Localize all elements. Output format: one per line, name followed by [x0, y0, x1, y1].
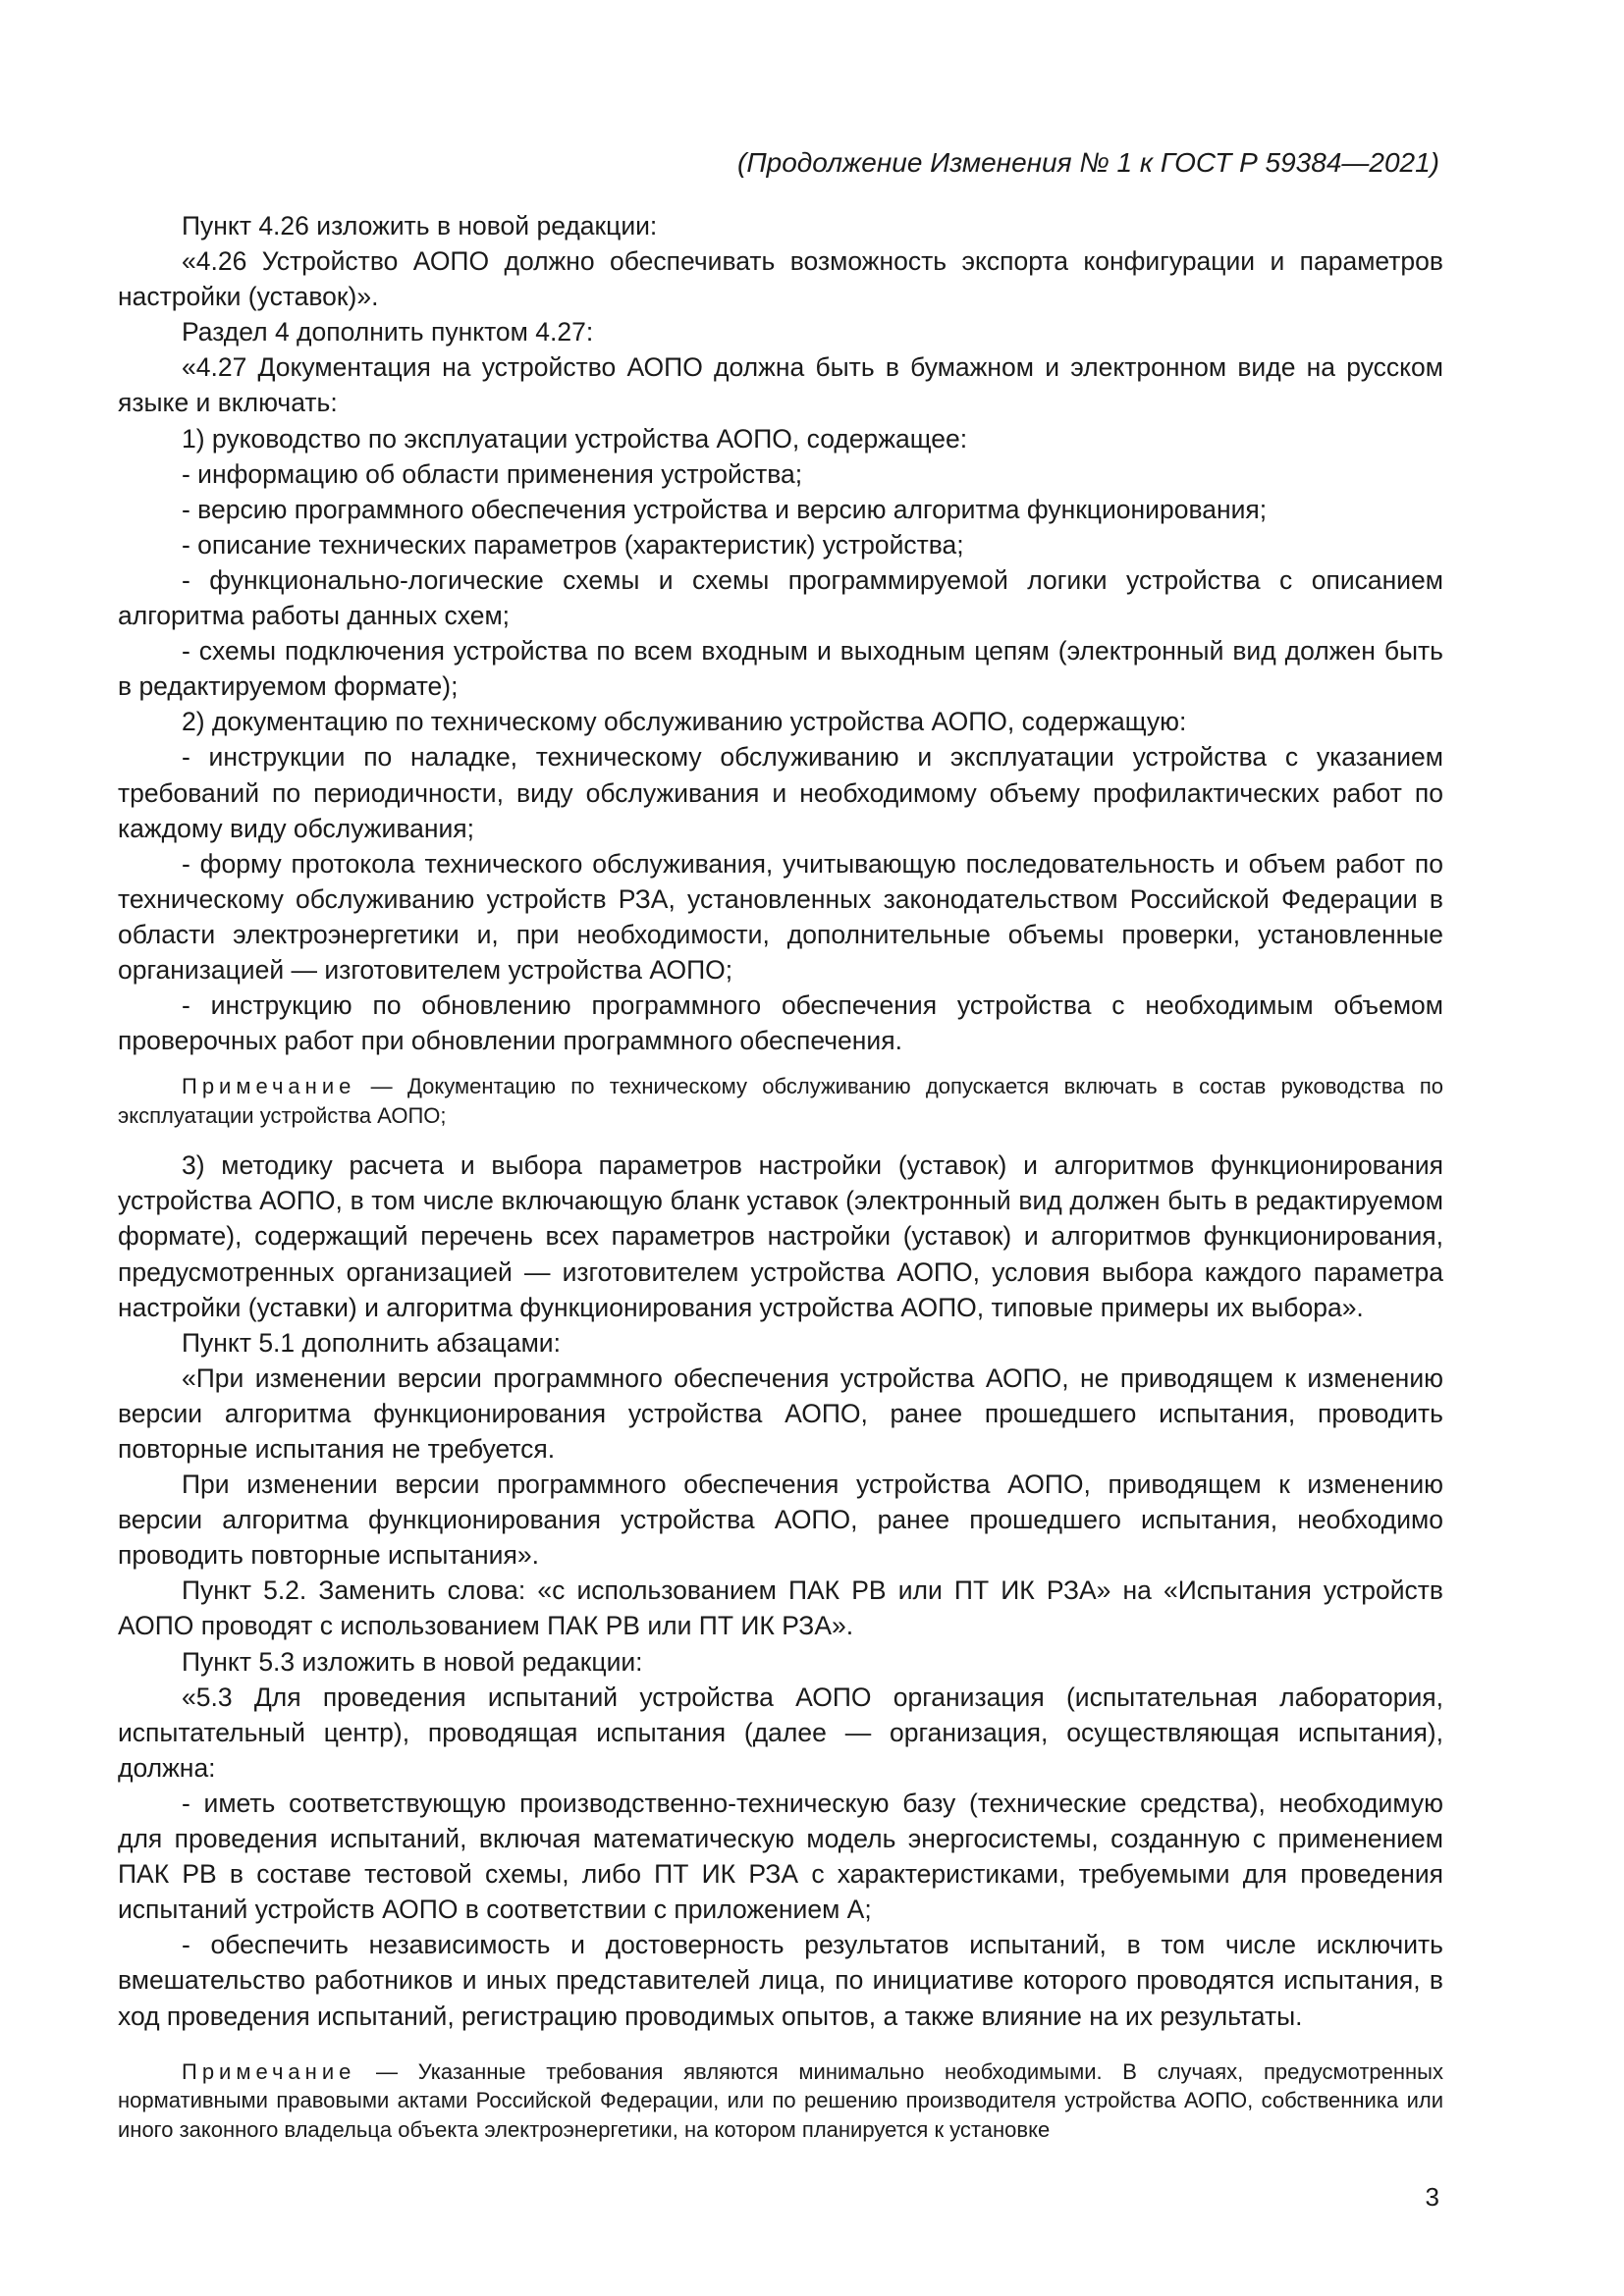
paragraph: 1) руководство по эксплуатации устройства АОПО, содержащее:	[182, 423, 968, 454]
paragraph: При изменении версии программного обеспечения устройства АОПО, приводящем к изменению версии алгоритма функционирования устройства АОПО, ранее прошедшего испытания, необходимо проводить повторные испытания».	[118, 1469, 1443, 1571]
note-text: — Указанные требования являются минимально необходимыми. В случаях, предусмотренных нормативными правовыми актами Российской Федерации, или по решению производителя устройства АОПО, собственника или иного законного владельца объекта электроэнергетики, на котором планируется к установке	[118, 2058, 1443, 2142]
page-number: 3	[1425, 2182, 1439, 2212]
paragraph: 3) методику расчета и выбора параметров настройки (уставок) и алгоритмов функционирования устройства АОПО, в том числе включающую бланк уставок (электронный вид должен быть в редактируемом формате), содержащий перечень всех параметров настройки (уставок) и алгоритмов функционирования, предусмотренных организацией — изготовителем устройства АОПО, условия выбора каждого параметра настройки (уставки) и алгоритма функционирования устройства АОПО, типовые примеры их выбора».	[118, 1150, 1443, 1322]
paragraph: - иметь соответствующую производственно-техническую базу (технические средства), необходимую для проведения испытаний, включая математическую модель энергосистемы, созданную с применением ПАК РВ в составе тестовой схемы, либо ПТ ИК РЗА с характеристиками, требуемыми для проведения испытаний устройств АОПО в соответствии с приложением А;	[118, 1788, 1443, 1925]
paragraph: - версию программного обеспечения устройства и версию алгоритма функционирования;	[182, 494, 1268, 524]
paragraph: Пункт 5.1 дополнить абзацами:	[182, 1327, 561, 1358]
paragraph: «4.26 Устройство АОПО должно обеспечивать возможность экспорта конфигурации и параметров настройки (уставок)».	[118, 246, 1443, 312]
note-paragraph	[118, 1072, 1443, 1130]
paragraph: «5.3 Для проведения испытаний устройства АОПО организация (испытательная лаборатория, испытательный центр), проводящая испытания (далее — организация, осуществляющая испытания), должна:	[118, 1682, 1443, 1783]
paragraph: - инструкцию по обновлению программного обеспечения устройства с необходимым объемом проверочных работ при обновлении программного обеспечения.	[118, 990, 1443, 1056]
paragraph: - описание технических параметров (характеристик) устройства;	[182, 529, 964, 560]
paragraph: - функционально-логические схемы и схемы программируемой логики устройства с описанием алгоритма работы данных схем;	[118, 564, 1443, 631]
paragraph: - обеспечить независимость и достоверность результатов испытаний, в том числе исключить вмешательство работников и иных представителей лица, по инициативе которого проводятся испытания, в ход проведения испытаний, регистрацию проводимых опытов, а также влияние на их результаты.	[118, 1930, 1443, 2031]
continuation-header: (Продолжение Изменения № 1 к ГОСТ Р 59384—2021)	[737, 147, 1439, 178]
paragraph: 2) документацию по техническому обслуживанию устройства АОПО, содержащую:	[182, 707, 1187, 737]
paragraph: - информацию об области применения устройства;	[182, 458, 803, 489]
note-paragraph	[118, 2057, 1443, 2145]
paragraph: Раздел 4 дополнить пунктом 4.27:	[182, 317, 594, 347]
paragraph: Пункт 5.2. Заменить слова: «с использованием ПАК РВ или ПТ ИК РЗА» на «Испытания устройств АОПО проводят с использованием ПАК РВ или ПТ ИК РЗА».	[118, 1575, 1443, 1641]
paragraph: «4.27 Документация на устройство АОПО должна быть в бумажном и электронном виде на русском языке и включать:	[118, 352, 1443, 418]
note-text: — Документацию по техническому обслуживанию допускается включать в состав руководства по эксплуатации устройства АОПО;	[118, 1074, 1443, 1128]
note-label: Примечание	[182, 1074, 356, 1099]
paragraph: - инструкции по наладке, техническому обслуживанию и эксплуатации устройства с указанием требований по периодичности, виду обслуживания и необходимому объему профилактических работ по каждому виду обслуживания;	[118, 742, 1443, 843]
note-label: Примечание	[182, 2058, 356, 2084]
paragraph: - схемы подключения устройства по всем входным и выходным цепям (электронный вид должен быть в редактируемом формате);	[118, 636, 1443, 702]
paragraph: - форму протокола технического обслуживания, учитывающую последовательность и объем работ по техническому обслуживанию устройств РЗА, установленных законодательством Российской Федерации в области электроэнергетики и, при необходимости, дополнительные объемы проверки, установленные организацией — изготовителем устройства АОПО;	[118, 848, 1443, 985]
document-body	[118, 208, 1443, 2144]
paragraph: Пункт 4.26 изложить в новой редакции:	[182, 211, 658, 240]
paragraph: Пункт 5.3 изложить в новой редакции:	[182, 1646, 643, 1677]
paragraph: «При изменении версии программного обеспечения устройства АОПО, не приводящем к изменению версии алгоритма функционирования устройства АОПО, ранее прошедшего испытания, проводить повторные испытания не требуется.	[118, 1362, 1443, 1464]
